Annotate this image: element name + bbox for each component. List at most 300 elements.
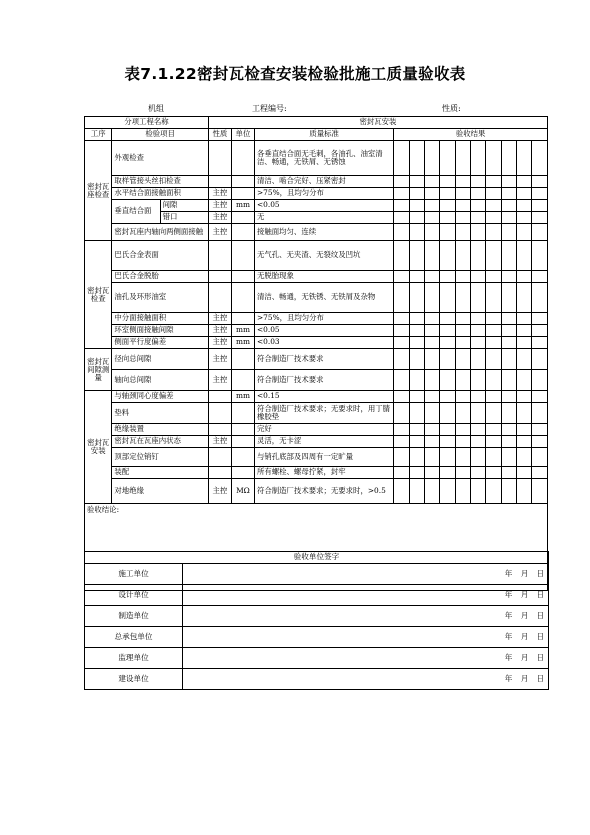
unit-cell <box>231 424 254 436</box>
table-row <box>85 325 548 337</box>
result-cell[interactable] <box>409 241 424 271</box>
result-cell[interactable] <box>394 448 409 467</box>
result-cell[interactable] <box>409 479 424 504</box>
result-cell[interactable] <box>501 325 516 337</box>
standard-cell: >75%，且均匀分布 <box>254 313 393 325</box>
standard-cell: 符合制造厂技术要求；无要求时，用丁腈橡胶垫 <box>254 403 393 424</box>
result-cell[interactable] <box>501 241 516 271</box>
result-cell[interactable] <box>517 212 532 224</box>
result-cell[interactable] <box>486 337 501 349</box>
result-cell[interactable] <box>394 271 409 283</box>
result-cell[interactable] <box>486 283 501 313</box>
result-cell[interactable] <box>486 212 501 224</box>
result-cell[interactable] <box>532 479 548 504</box>
result-cell[interactable] <box>455 176 470 188</box>
standard-cell: <0.05 <box>254 325 393 337</box>
nature-cell <box>208 403 231 424</box>
result-cell[interactable] <box>470 188 485 200</box>
check-item: 径向总间隙 <box>112 349 209 370</box>
result-cell[interactable] <box>455 337 470 349</box>
result-cell[interactable] <box>532 176 548 188</box>
result-cell[interactable] <box>486 241 501 271</box>
result-cell[interactable] <box>455 313 470 325</box>
result-cell[interactable] <box>409 188 424 200</box>
result-cell[interactable] <box>486 176 501 188</box>
result-cell[interactable] <box>455 403 470 424</box>
result-cell[interactable] <box>455 188 470 200</box>
result-cell[interactable] <box>470 141 485 176</box>
nature-cell: 主控 <box>208 200 231 212</box>
nature-cell <box>208 141 231 176</box>
table-row <box>85 337 548 349</box>
result-cell[interactable] <box>424 224 439 241</box>
check-item: 垂直结合面 <box>112 200 160 224</box>
sign-header: 验收单位签字 <box>85 552 549 564</box>
result-cell[interactable] <box>486 448 501 467</box>
result-cell[interactable] <box>409 403 424 424</box>
result-cell[interactable] <box>470 325 485 337</box>
conclusion-cell: 验收结论: <box>85 504 548 591</box>
unit-cell <box>231 241 254 271</box>
result-cell[interactable] <box>470 479 485 504</box>
result-cell[interactable] <box>394 176 409 188</box>
result-cell[interactable] <box>394 224 409 241</box>
standard-cell: 清洁、啮合完好、压紧密封 <box>254 176 393 188</box>
unit-cell <box>231 224 254 241</box>
result-cell[interactable] <box>455 479 470 504</box>
result-cell[interactable] <box>532 325 548 337</box>
standard-cell: 灵活，无卡涩 <box>254 436 393 448</box>
table-row <box>85 424 548 436</box>
date-year: 年 <box>501 564 517 585</box>
result-cell[interactable] <box>409 141 424 176</box>
result-cell[interactable] <box>440 391 455 403</box>
result-cell[interactable] <box>470 271 485 283</box>
table-row <box>85 188 548 200</box>
date-month: 月 <box>517 627 533 648</box>
result-cell[interactable] <box>424 349 439 370</box>
result-cell[interactable] <box>486 479 501 504</box>
result-cell[interactable] <box>394 200 409 212</box>
table-row <box>85 313 548 325</box>
result-cell[interactable] <box>455 325 470 337</box>
table-row <box>85 271 548 283</box>
check-sub-item: 间隙 <box>160 200 208 212</box>
nature-cell: 主控 <box>208 188 231 200</box>
result-cell[interactable] <box>470 349 485 370</box>
result-cell[interactable] <box>501 200 516 212</box>
check-item: 装配 <box>112 467 209 479</box>
result-cell[interactable] <box>501 176 516 188</box>
result-cell[interactable] <box>532 212 548 224</box>
result-cell[interactable] <box>455 391 470 403</box>
result-cell[interactable] <box>394 337 409 349</box>
result-cell[interactable] <box>409 337 424 349</box>
result-cell[interactable] <box>501 337 516 349</box>
standard-cell: 与销孔底部及四周有一定旷量 <box>254 448 393 467</box>
result-cell[interactable] <box>409 436 424 448</box>
result-cell[interactable] <box>470 403 485 424</box>
result-cell[interactable] <box>470 448 485 467</box>
result-cell[interactable] <box>440 271 455 283</box>
sign-field[interactable] <box>183 648 501 669</box>
nature-cell <box>208 241 231 271</box>
result-cell[interactable] <box>409 391 424 403</box>
result-cell[interactable] <box>517 467 532 479</box>
result-cell[interactable] <box>409 370 424 391</box>
check-item: 密封瓦座内轴向两侧面接触 <box>112 224 209 241</box>
check-item: 顶部定位销钉 <box>112 448 209 467</box>
result-cell[interactable] <box>440 141 455 176</box>
result-cell[interactable] <box>517 141 532 176</box>
result-cell[interactable] <box>440 403 455 424</box>
result-cell[interactable] <box>501 349 516 370</box>
result-cell[interactable] <box>486 224 501 241</box>
result-cell[interactable] <box>470 370 485 391</box>
result-cell[interactable] <box>394 325 409 337</box>
result-cell[interactable] <box>424 391 439 403</box>
result-cell[interactable] <box>501 467 516 479</box>
result-cell[interactable] <box>424 188 439 200</box>
unit-cell <box>231 271 254 283</box>
result-cell[interactable] <box>501 224 516 241</box>
col-unit-header: 单位 <box>231 129 254 141</box>
result-cell[interactable] <box>470 337 485 349</box>
result-cell[interactable] <box>517 479 532 504</box>
project-no-label: 工程编号: <box>252 104 287 113</box>
result-cell[interactable] <box>455 271 470 283</box>
result-cell[interactable] <box>424 467 439 479</box>
result-cell[interactable] <box>470 176 485 188</box>
result-cell[interactable] <box>424 403 439 424</box>
result-cell[interactable] <box>440 448 455 467</box>
result-cell[interactable] <box>517 403 532 424</box>
result-cell[interactable] <box>501 370 516 391</box>
result-cell[interactable] <box>455 436 470 448</box>
date-day: 日 <box>533 669 549 690</box>
result-cell[interactable] <box>394 241 409 271</box>
result-cell[interactable] <box>532 337 548 349</box>
result-cell[interactable] <box>440 200 455 212</box>
result-cell[interactable] <box>394 141 409 176</box>
result-cell[interactable] <box>440 212 455 224</box>
result-cell[interactable] <box>455 370 470 391</box>
result-cell[interactable] <box>440 467 455 479</box>
result-cell[interactable] <box>440 337 455 349</box>
result-cell[interactable] <box>486 271 501 283</box>
result-cell[interactable] <box>486 436 501 448</box>
date-day: 日 <box>533 585 549 606</box>
result-cell[interactable] <box>517 313 532 325</box>
result-cell[interactable] <box>409 448 424 467</box>
unit-cell: mm <box>231 391 254 403</box>
result-cell[interactable] <box>394 479 409 504</box>
check-item: 绝缘装置 <box>112 424 209 436</box>
result-cell[interactable] <box>486 188 501 200</box>
result-cell[interactable] <box>470 200 485 212</box>
result-cell[interactable] <box>517 436 532 448</box>
result-cell[interactable] <box>486 325 501 337</box>
table-row <box>85 479 548 504</box>
table-row <box>85 283 548 313</box>
result-cell[interactable] <box>470 436 485 448</box>
nature-cell: 主控 <box>208 224 231 241</box>
result-cell[interactable] <box>486 391 501 403</box>
result-cell[interactable] <box>501 188 516 200</box>
result-cell[interactable] <box>409 283 424 313</box>
check-item: 取样管接头丝扣检查 <box>112 176 209 188</box>
result-cell[interactable] <box>501 424 516 436</box>
nature-cell: 主控 <box>208 212 231 224</box>
page-title: 表7.1.22密封瓦检查安装检验批施工质量验收表 <box>124 65 466 83</box>
result-cell[interactable] <box>394 349 409 370</box>
nature-cell: 主控 <box>208 325 231 337</box>
result-cell[interactable] <box>517 241 532 271</box>
date-year: 年 <box>501 606 517 627</box>
nature-label: 性质: <box>442 104 461 113</box>
sign-row <box>85 648 549 669</box>
result-cell[interactable] <box>517 176 532 188</box>
result-cell[interactable] <box>532 370 548 391</box>
date-year: 年 <box>501 669 517 690</box>
result-cell[interactable] <box>501 271 516 283</box>
result-cell[interactable] <box>409 176 424 188</box>
unit-cell: mm <box>231 337 254 349</box>
result-cell[interactable] <box>517 337 532 349</box>
table-row <box>85 436 548 448</box>
result-cell[interactable] <box>409 467 424 479</box>
sign-field[interactable] <box>183 606 501 627</box>
standard-cell: >75%，且均匀分布 <box>254 188 393 200</box>
result-cell[interactable] <box>394 403 409 424</box>
table-row <box>85 141 548 176</box>
result-cell[interactable] <box>424 325 439 337</box>
unit-cell <box>231 370 254 391</box>
result-cell[interactable] <box>409 349 424 370</box>
nature-cell <box>208 391 231 403</box>
result-cell[interactable] <box>440 436 455 448</box>
result-cell[interactable] <box>517 188 532 200</box>
result-cell[interactable] <box>501 391 516 403</box>
result-cell[interactable] <box>409 313 424 325</box>
sign-field[interactable] <box>183 585 501 606</box>
result-cell[interactable] <box>440 313 455 325</box>
result-cell[interactable] <box>517 424 532 436</box>
result-cell[interactable] <box>424 424 439 436</box>
result-cell[interactable] <box>532 283 548 313</box>
result-cell[interactable] <box>409 200 424 212</box>
result-cell[interactable] <box>440 349 455 370</box>
result-cell[interactable] <box>440 283 455 313</box>
result-cell[interactable] <box>424 479 439 504</box>
result-cell[interactable] <box>455 224 470 241</box>
sign-field[interactable] <box>183 669 501 690</box>
result-cell[interactable] <box>517 325 532 337</box>
result-cell[interactable] <box>455 283 470 313</box>
result-cell[interactable] <box>532 349 548 370</box>
unit-cell <box>231 349 254 370</box>
result-cell[interactable] <box>409 424 424 436</box>
result-cell[interactable] <box>517 271 532 283</box>
sign-field[interactable] <box>183 627 501 648</box>
result-cell[interactable] <box>440 424 455 436</box>
result-cell[interactable] <box>424 176 439 188</box>
result-cell[interactable] <box>532 141 548 176</box>
result-cell[interactable] <box>470 424 485 436</box>
result-cell[interactable] <box>409 212 424 224</box>
result-cell[interactable] <box>501 283 516 313</box>
result-cell[interactable] <box>394 283 409 313</box>
result-cell[interactable] <box>532 241 548 271</box>
result-cell[interactable] <box>394 424 409 436</box>
result-cell[interactable] <box>394 391 409 403</box>
result-cell[interactable] <box>455 349 470 370</box>
nature-cell <box>208 424 231 436</box>
result-cell[interactable] <box>424 313 439 325</box>
unit-cell: mm <box>231 200 254 212</box>
result-cell[interactable] <box>532 436 548 448</box>
table-row <box>85 176 548 188</box>
result-cell[interactable] <box>455 141 470 176</box>
result-cell[interactable] <box>517 391 532 403</box>
result-cell[interactable] <box>455 467 470 479</box>
result-cell[interactable] <box>470 467 485 479</box>
result-cell[interactable] <box>517 370 532 391</box>
result-cell[interactable] <box>486 141 501 176</box>
result-cell[interactable] <box>424 337 439 349</box>
table-row <box>85 200 548 212</box>
standard-cell: 各垂直结合面无毛刺，各油孔、油室清洁、畅通，无铁屑、无锈蚀 <box>254 141 393 176</box>
result-cell[interactable] <box>532 424 548 436</box>
result-cell[interactable] <box>532 448 548 467</box>
result-cell[interactable] <box>424 212 439 224</box>
result-cell[interactable] <box>440 188 455 200</box>
result-cell[interactable] <box>532 391 548 403</box>
result-cell[interactable] <box>394 212 409 224</box>
result-cell[interactable] <box>517 200 532 212</box>
sign-unit-name: 总承包单位 <box>85 627 183 648</box>
table-row <box>85 467 548 479</box>
result-cell[interactable] <box>532 467 548 479</box>
date-day: 日 <box>533 648 549 669</box>
result-cell[interactable] <box>486 370 501 391</box>
table-row <box>85 224 548 241</box>
result-cell[interactable] <box>486 424 501 436</box>
date-day: 日 <box>533 606 549 627</box>
result-cell[interactable] <box>532 403 548 424</box>
result-cell[interactable] <box>532 200 548 212</box>
result-cell[interactable] <box>486 349 501 370</box>
result-cell[interactable] <box>470 212 485 224</box>
standard-cell: <0.05 <box>254 200 393 212</box>
standard-cell: 无 <box>254 212 393 224</box>
result-cell[interactable] <box>486 200 501 212</box>
unit-cell: mm <box>231 325 254 337</box>
result-cell[interactable] <box>455 448 470 467</box>
result-cell[interactable] <box>470 224 485 241</box>
sign-row <box>85 564 549 585</box>
result-cell[interactable] <box>501 403 516 424</box>
table-row <box>85 241 548 271</box>
result-cell[interactable] <box>470 241 485 271</box>
result-cell[interactable] <box>532 224 548 241</box>
result-cell[interactable] <box>440 176 455 188</box>
result-cell[interactable] <box>394 436 409 448</box>
result-cell[interactable] <box>424 241 439 271</box>
result-cell[interactable] <box>409 271 424 283</box>
result-cell[interactable] <box>517 224 532 241</box>
result-cell[interactable] <box>532 271 548 283</box>
result-cell[interactable] <box>455 241 470 271</box>
check-item: 巴氏合金脱胎 <box>112 271 209 283</box>
result-cell[interactable] <box>440 370 455 391</box>
result-cell[interactable] <box>394 370 409 391</box>
result-cell[interactable] <box>394 313 409 325</box>
nature-cell <box>208 176 231 188</box>
col-item-header: 检验项目 <box>112 129 209 141</box>
result-cell[interactable] <box>501 448 516 467</box>
result-cell[interactable] <box>440 224 455 241</box>
result-cell[interactable] <box>424 370 439 391</box>
result-cell[interactable] <box>501 141 516 176</box>
result-cell[interactable] <box>394 467 409 479</box>
result-cell[interactable] <box>501 313 516 325</box>
result-cell[interactable] <box>501 436 516 448</box>
result-cell[interactable] <box>486 403 501 424</box>
result-cell[interactable] <box>424 200 439 212</box>
result-cell[interactable] <box>517 448 532 467</box>
result-cell[interactable] <box>394 188 409 200</box>
result-cell[interactable] <box>486 467 501 479</box>
result-cell[interactable] <box>455 200 470 212</box>
result-cell[interactable] <box>501 212 516 224</box>
result-cell[interactable] <box>424 283 439 313</box>
result-cell[interactable] <box>424 436 439 448</box>
result-cell[interactable] <box>440 479 455 504</box>
result-cell[interactable] <box>455 424 470 436</box>
result-cell[interactable] <box>470 283 485 313</box>
check-item: 对地绝缘 <box>112 479 209 504</box>
result-cell[interactable] <box>532 313 548 325</box>
result-cell[interactable] <box>532 188 548 200</box>
sign-row <box>85 627 549 648</box>
nature-cell <box>208 283 231 313</box>
unit-cell <box>231 313 254 325</box>
table-row <box>85 448 548 467</box>
standard-cell: 无气孔、无夹渣、无裂纹及凹坑 <box>254 241 393 271</box>
result-cell[interactable] <box>424 141 439 176</box>
result-cell[interactable] <box>424 448 439 467</box>
result-cell[interactable] <box>440 241 455 271</box>
nature-cell <box>208 467 231 479</box>
result-cell[interactable] <box>517 349 532 370</box>
result-cell[interactable] <box>486 313 501 325</box>
sign-unit-name: 建设单位 <box>85 669 183 690</box>
nature-cell <box>208 448 231 467</box>
result-cell[interactable] <box>470 313 485 325</box>
result-cell[interactable] <box>501 479 516 504</box>
result-cell[interactable] <box>440 325 455 337</box>
check-item: 侧面平行度偏差 <box>112 337 209 349</box>
result-cell[interactable] <box>409 224 424 241</box>
result-cell[interactable] <box>455 212 470 224</box>
check-item: 油孔及环形油室 <box>112 283 209 313</box>
result-cell[interactable] <box>424 271 439 283</box>
result-cell[interactable] <box>409 325 424 337</box>
result-cell[interactable] <box>517 283 532 313</box>
result-cell[interactable] <box>470 391 485 403</box>
sign-field[interactable] <box>183 564 501 585</box>
